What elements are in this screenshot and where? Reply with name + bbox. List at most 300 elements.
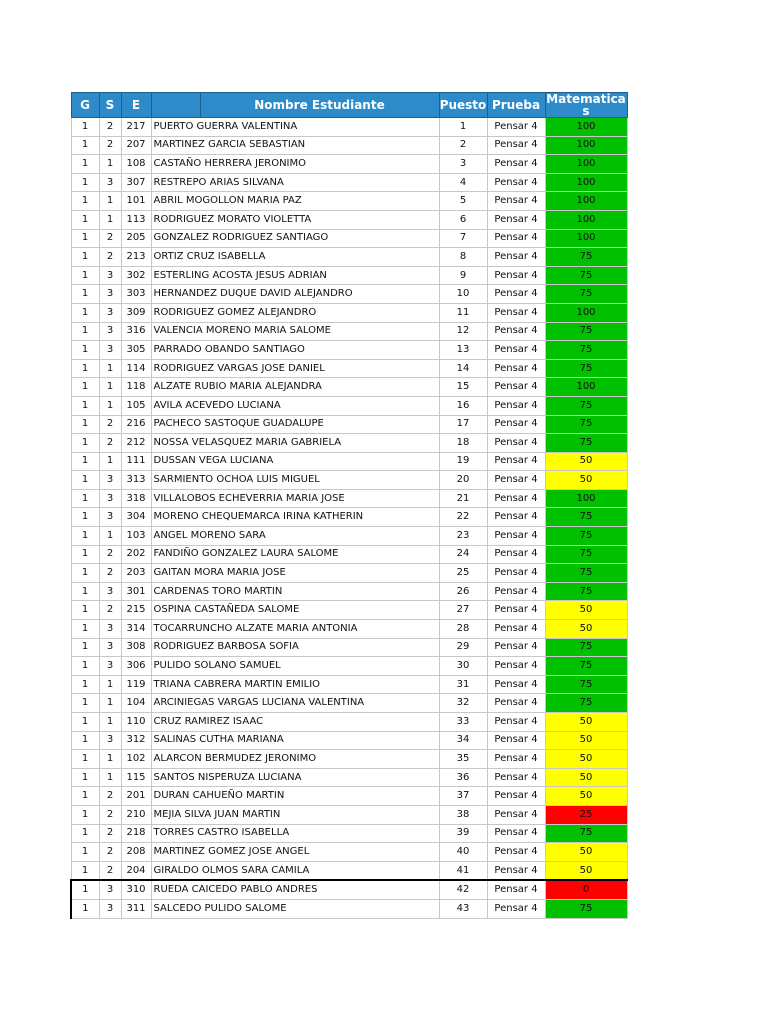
cell-rank[interactable]: 35 [439, 750, 487, 769]
cell-student-name[interactable]: PARRADO OBANDO SANTIAGO [151, 341, 439, 360]
cell-test[interactable]: Pensar 4 [487, 471, 545, 490]
cell-grade[interactable]: 1 [71, 378, 99, 397]
cell-math-score[interactable]: 100 [545, 303, 627, 322]
cell-section[interactable]: 1 [99, 768, 121, 787]
cell-test[interactable]: Pensar 4 [487, 341, 545, 360]
cell-section[interactable]: 3 [99, 471, 121, 490]
cell-code[interactable]: 204 [121, 861, 151, 880]
cell-grade[interactable]: 1 [71, 787, 99, 806]
cell-student-name[interactable]: RODRIGUEZ BARBOSA SOFIA [151, 638, 439, 657]
cell-student-name[interactable]: CASTAÑO HERRERA JERONIMO [151, 155, 439, 174]
cell-test[interactable]: Pensar 4 [487, 545, 545, 564]
cell-grade[interactable]: 1 [71, 341, 99, 360]
header-puesto[interactable]: Puesto [439, 93, 487, 118]
header-prueba[interactable]: Prueba [487, 93, 545, 118]
cell-rank[interactable]: 32 [439, 694, 487, 713]
cell-section[interactable]: 2 [99, 601, 121, 620]
cell-section[interactable]: 1 [99, 192, 121, 211]
cell-grade[interactable]: 1 [71, 359, 99, 378]
cell-code[interactable]: 202 [121, 545, 151, 564]
cell-math-score[interactable]: 100 [545, 155, 627, 174]
cell-math-score[interactable]: 0 [545, 880, 627, 899]
cell-grade[interactable]: 1 [71, 434, 99, 453]
cell-test[interactable]: Pensar 4 [487, 229, 545, 248]
cell-code[interactable]: 113 [121, 210, 151, 229]
cell-test[interactable]: Pensar 4 [487, 527, 545, 546]
cell-rank[interactable]: 14 [439, 359, 487, 378]
cell-math-score[interactable]: 100 [545, 173, 627, 192]
cell-grade[interactable]: 1 [71, 620, 99, 639]
cell-math-score[interactable]: 75 [545, 638, 627, 657]
cell-grade[interactable]: 1 [71, 843, 99, 862]
cell-code[interactable]: 310 [121, 880, 151, 899]
cell-section[interactable]: 2 [99, 415, 121, 434]
cell-grade[interactable]: 1 [71, 675, 99, 694]
cell-rank[interactable]: 33 [439, 713, 487, 732]
cell-rank[interactable]: 9 [439, 266, 487, 285]
cell-student-name[interactable]: VILLALOBOS ECHEVERRIA MARIA JOSE [151, 489, 439, 508]
cell-rank[interactable]: 41 [439, 861, 487, 880]
cell-section[interactable]: 3 [99, 582, 121, 601]
cell-rank[interactable]: 16 [439, 396, 487, 415]
cell-test[interactable]: Pensar 4 [487, 713, 545, 732]
cell-grade[interactable]: 1 [71, 731, 99, 750]
cell-code[interactable]: 210 [121, 805, 151, 824]
cell-rank[interactable]: 6 [439, 210, 487, 229]
cell-rank[interactable]: 1 [439, 118, 487, 137]
cell-code[interactable]: 308 [121, 638, 151, 657]
cell-code[interactable]: 115 [121, 768, 151, 787]
cell-math-score[interactable]: 50 [545, 768, 627, 787]
cell-student-name[interactable]: AVILA ACEVEDO LUCIANA [151, 396, 439, 415]
cell-rank[interactable]: 39 [439, 824, 487, 843]
cell-test[interactable]: Pensar 4 [487, 805, 545, 824]
cell-grade[interactable]: 1 [71, 638, 99, 657]
cell-test[interactable]: Pensar 4 [487, 118, 545, 137]
cell-code[interactable]: 119 [121, 675, 151, 694]
cell-test[interactable]: Pensar 4 [487, 582, 545, 601]
cell-test[interactable]: Pensar 4 [487, 824, 545, 843]
cell-test[interactable]: Pensar 4 [487, 787, 545, 806]
cell-math-score[interactable]: 100 [545, 118, 627, 137]
cell-test[interactable]: Pensar 4 [487, 694, 545, 713]
cell-code[interactable]: 218 [121, 824, 151, 843]
cell-math-score[interactable]: 75 [545, 322, 627, 341]
cell-grade[interactable]: 1 [71, 545, 99, 564]
cell-student-name[interactable]: RUEDA CAICEDO PABLO ANDRES [151, 880, 439, 899]
cell-math-score[interactable]: 75 [545, 899, 627, 918]
cell-grade[interactable]: 1 [71, 173, 99, 192]
cell-math-score[interactable]: 50 [545, 750, 627, 769]
cell-rank[interactable]: 20 [439, 471, 487, 490]
cell-math-score[interactable]: 100 [545, 136, 627, 155]
cell-student-name[interactable]: ORTIZ CRUZ ISABELLA [151, 248, 439, 267]
cell-code[interactable]: 303 [121, 285, 151, 304]
cell-test[interactable]: Pensar 4 [487, 378, 545, 397]
cell-student-name[interactable]: SANTOS NISPERUZA LUCIANA [151, 768, 439, 787]
cell-test[interactable]: Pensar 4 [487, 359, 545, 378]
cell-code[interactable]: 307 [121, 173, 151, 192]
cell-math-score[interactable]: 75 [545, 824, 627, 843]
cell-student-name[interactable]: RODRIGUEZ GOMEZ ALEJANDRO [151, 303, 439, 322]
cell-math-score[interactable]: 75 [545, 545, 627, 564]
header-matematicas[interactable]: Matematicas [546, 92, 626, 118]
cell-code[interactable]: 105 [121, 396, 151, 415]
cell-code[interactable]: 207 [121, 136, 151, 155]
cell-section[interactable]: 3 [99, 731, 121, 750]
cell-test[interactable]: Pensar 4 [487, 489, 545, 508]
cell-section[interactable]: 1 [99, 452, 121, 471]
cell-math-score[interactable]: 75 [545, 582, 627, 601]
cell-math-score[interactable]: 75 [545, 341, 627, 360]
cell-grade[interactable]: 1 [71, 861, 99, 880]
cell-math-score[interactable]: 50 [545, 471, 627, 490]
cell-test[interactable]: Pensar 4 [487, 601, 545, 620]
cell-grade[interactable]: 1 [71, 508, 99, 527]
cell-student-name[interactable]: FANDIÑO GONZALEZ LAURA SALOME [151, 545, 439, 564]
cell-math-score[interactable]: 75 [545, 657, 627, 676]
cell-rank[interactable]: 34 [439, 731, 487, 750]
cell-student-name[interactable]: TRIANA CABRERA MARTIN EMILIO [151, 675, 439, 694]
cell-rank[interactable]: 43 [439, 899, 487, 918]
cell-test[interactable]: Pensar 4 [487, 768, 545, 787]
cell-student-name[interactable]: DUSSAN VEGA LUCIANA [151, 452, 439, 471]
cell-math-score[interactable]: 50 [545, 452, 627, 471]
cell-grade[interactable]: 1 [71, 285, 99, 304]
cell-section[interactable]: 2 [99, 118, 121, 137]
cell-section[interactable]: 3 [99, 880, 121, 899]
header-name-cell[interactable] [151, 93, 439, 118]
cell-math-score[interactable]: 50 [545, 861, 627, 880]
cell-code[interactable]: 316 [121, 322, 151, 341]
cell-student-name[interactable]: RESTREPO ARIAS SILVANA [151, 173, 439, 192]
cell-student-name[interactable]: VALENCIA MORENO MARIA SALOME [151, 322, 439, 341]
cell-section[interactable]: 3 [99, 173, 121, 192]
cell-rank[interactable]: 12 [439, 322, 487, 341]
cell-section[interactable]: 3 [99, 285, 121, 304]
cell-rank[interactable]: 19 [439, 452, 487, 471]
cell-test[interactable]: Pensar 4 [487, 322, 545, 341]
cell-test[interactable]: Pensar 4 [487, 173, 545, 192]
cell-student-name[interactable]: RODRIGUEZ MORATO VIOLETTA [151, 210, 439, 229]
cell-code[interactable]: 108 [121, 155, 151, 174]
cell-code[interactable]: 111 [121, 452, 151, 471]
cell-grade[interactable]: 1 [71, 248, 99, 267]
cell-student-name[interactable]: MARTINEZ GARCIA SEBASTIAN [151, 136, 439, 155]
cell-student-name[interactable]: PULIDO SOLANO SAMUEL [151, 657, 439, 676]
cell-grade[interactable]: 1 [71, 415, 99, 434]
cell-code[interactable]: 201 [121, 787, 151, 806]
cell-section[interactable]: 3 [99, 489, 121, 508]
cell-section[interactable]: 2 [99, 545, 121, 564]
cell-code[interactable]: 302 [121, 266, 151, 285]
cell-test[interactable]: Pensar 4 [487, 248, 545, 267]
cell-code[interactable]: 215 [121, 601, 151, 620]
cell-test[interactable]: Pensar 4 [487, 303, 545, 322]
cell-rank[interactable]: 27 [439, 601, 487, 620]
cell-grade[interactable]: 1 [71, 694, 99, 713]
cell-rank[interactable]: 21 [439, 489, 487, 508]
cell-student-name[interactable]: TORRES CASTRO ISABELLA [151, 824, 439, 843]
cell-rank[interactable]: 36 [439, 768, 487, 787]
cell-section[interactable]: 1 [99, 750, 121, 769]
cell-code[interactable]: 114 [121, 359, 151, 378]
cell-grade[interactable]: 1 [71, 527, 99, 546]
cell-rank[interactable]: 13 [439, 341, 487, 360]
cell-rank[interactable]: 22 [439, 508, 487, 527]
cell-rank[interactable]: 42 [439, 880, 487, 899]
cell-grade[interactable]: 1 [71, 713, 99, 732]
cell-code[interactable]: 103 [121, 527, 151, 546]
cell-test[interactable]: Pensar 4 [487, 415, 545, 434]
cell-section[interactable]: 2 [99, 787, 121, 806]
cell-student-name[interactable]: ALZATE RUBIO MARIA ALEJANDRA [151, 378, 439, 397]
cell-grade[interactable]: 1 [71, 601, 99, 620]
cell-math-score[interactable]: 100 [545, 489, 627, 508]
header-s[interactable]: S [99, 93, 121, 118]
cell-rank[interactable]: 18 [439, 434, 487, 453]
cell-student-name[interactable]: ALARCON BERMUDEZ JERONIMO [151, 750, 439, 769]
cell-math-score[interactable]: 75 [545, 266, 627, 285]
cell-code[interactable]: 305 [121, 341, 151, 360]
cell-math-score[interactable]: 75 [545, 675, 627, 694]
cell-math-score[interactable]: 75 [545, 415, 627, 434]
cell-section[interactable]: 1 [99, 396, 121, 415]
cell-section[interactable]: 3 [99, 266, 121, 285]
cell-grade[interactable]: 1 [71, 489, 99, 508]
cell-grade[interactable]: 1 [71, 136, 99, 155]
cell-grade[interactable]: 1 [71, 192, 99, 211]
cell-code[interactable]: 101 [121, 192, 151, 211]
cell-code[interactable]: 216 [121, 415, 151, 434]
cell-section[interactable]: 2 [99, 248, 121, 267]
cell-rank[interactable]: 5 [439, 192, 487, 211]
cell-code[interactable]: 208 [121, 843, 151, 862]
cell-test[interactable]: Pensar 4 [487, 155, 545, 174]
cell-grade[interactable]: 1 [71, 824, 99, 843]
cell-grade[interactable]: 1 [71, 229, 99, 248]
cell-rank[interactable]: 24 [439, 545, 487, 564]
cell-student-name[interactable]: NOSSA VELASQUEZ MARIA GABRIELA [151, 434, 439, 453]
cell-section[interactable]: 1 [99, 378, 121, 397]
cell-math-score[interactable]: 25 [545, 805, 627, 824]
cell-section[interactable]: 1 [99, 527, 121, 546]
cell-section[interactable]: 1 [99, 155, 121, 174]
cell-section[interactable]: 1 [99, 694, 121, 713]
cell-student-name[interactable]: PACHECO SASTOQUE GUADALUPE [151, 415, 439, 434]
cell-grade[interactable]: 1 [71, 303, 99, 322]
cell-student-name[interactable]: MEJIA SILVA JUAN MARTIN [151, 805, 439, 824]
cell-code[interactable]: 314 [121, 620, 151, 639]
cell-math-score[interactable]: 50 [545, 843, 627, 862]
cell-section[interactable]: 1 [99, 713, 121, 732]
cell-test[interactable]: Pensar 4 [487, 899, 545, 918]
cell-rank[interactable]: 4 [439, 173, 487, 192]
cell-grade[interactable]: 1 [71, 471, 99, 490]
cell-rank[interactable]: 29 [439, 638, 487, 657]
cell-math-score[interactable]: 75 [545, 508, 627, 527]
cell-code[interactable]: 309 [121, 303, 151, 322]
cell-code[interactable]: 318 [121, 489, 151, 508]
cell-code[interactable]: 104 [121, 694, 151, 713]
cell-section[interactable]: 2 [99, 229, 121, 248]
cell-math-score[interactable]: 50 [545, 620, 627, 639]
cell-student-name[interactable]: RODRIGUEZ VARGAS JOSE DANIEL [151, 359, 439, 378]
cell-rank[interactable]: 23 [439, 527, 487, 546]
cell-rank[interactable]: 26 [439, 582, 487, 601]
cell-code[interactable]: 203 [121, 564, 151, 583]
cell-grade[interactable]: 1 [71, 899, 99, 918]
cell-section[interactable]: 2 [99, 843, 121, 862]
cell-code[interactable]: 306 [121, 657, 151, 676]
header-e[interactable]: E [121, 93, 151, 118]
cell-student-name[interactable]: GONZALEZ RODRIGUEZ SANTIAGO [151, 229, 439, 248]
header-g[interactable]: G [71, 93, 99, 118]
cell-code[interactable]: 312 [121, 731, 151, 750]
cell-code[interactable]: 213 [121, 248, 151, 267]
cell-student-name[interactable]: GAITAN MORA MARIA JOSE [151, 564, 439, 583]
cell-section[interactable]: 1 [99, 210, 121, 229]
cell-grade[interactable]: 1 [71, 564, 99, 583]
cell-section[interactable]: 3 [99, 341, 121, 360]
cell-math-score[interactable]: 50 [545, 731, 627, 750]
cell-grade[interactable]: 1 [71, 750, 99, 769]
cell-rank[interactable]: 10 [439, 285, 487, 304]
cell-student-name[interactable]: SALCEDO PULIDO SALOME [151, 899, 439, 918]
cell-section[interactable]: 1 [99, 359, 121, 378]
cell-math-score[interactable]: 75 [545, 248, 627, 267]
cell-test[interactable]: Pensar 4 [487, 285, 545, 304]
cell-rank[interactable]: 7 [439, 229, 487, 248]
cell-student-name[interactable]: OSPINA CASTAÑEDA SALOME [151, 601, 439, 620]
cell-grade[interactable]: 1 [71, 266, 99, 285]
cell-student-name[interactable]: SARMIENTO OCHOA LUIS MIGUEL [151, 471, 439, 490]
cell-code[interactable]: 217 [121, 118, 151, 137]
cell-section[interactable]: 3 [99, 899, 121, 918]
cell-test[interactable]: Pensar 4 [487, 750, 545, 769]
cell-grade[interactable]: 1 [71, 768, 99, 787]
cell-test[interactable]: Pensar 4 [487, 508, 545, 527]
cell-test[interactable]: Pensar 4 [487, 675, 545, 694]
cell-student-name[interactable]: HERNANDEZ DUQUE DAVID ALEJANDRO [151, 285, 439, 304]
cell-test[interactable]: Pensar 4 [487, 638, 545, 657]
cell-test[interactable]: Pensar 4 [487, 657, 545, 676]
cell-student-name[interactable]: MARTINEZ GOMEZ JOSE ANGEL [151, 843, 439, 862]
cell-code[interactable]: 102 [121, 750, 151, 769]
cell-rank[interactable]: 17 [439, 415, 487, 434]
cell-code[interactable]: 205 [121, 229, 151, 248]
cell-section[interactable]: 2 [99, 434, 121, 453]
cell-math-score[interactable]: 100 [545, 378, 627, 397]
cell-section[interactable]: 3 [99, 657, 121, 676]
cell-code[interactable]: 118 [121, 378, 151, 397]
cell-rank[interactable]: 37 [439, 787, 487, 806]
cell-math-score[interactable]: 100 [545, 210, 627, 229]
cell-section[interactable]: 3 [99, 620, 121, 639]
cell-section[interactable]: 2 [99, 136, 121, 155]
cell-grade[interactable]: 1 [71, 396, 99, 415]
cell-test[interactable]: Pensar 4 [487, 266, 545, 285]
cell-section[interactable]: 3 [99, 303, 121, 322]
cell-section[interactable]: 2 [99, 564, 121, 583]
cell-test[interactable]: Pensar 4 [487, 861, 545, 880]
cell-code[interactable]: 301 [121, 582, 151, 601]
cell-math-score[interactable]: 50 [545, 713, 627, 732]
cell-rank[interactable]: 8 [439, 248, 487, 267]
cell-section[interactable]: 2 [99, 824, 121, 843]
cell-code[interactable]: 212 [121, 434, 151, 453]
cell-grade[interactable]: 1 [71, 155, 99, 174]
cell-math-score[interactable]: 75 [545, 434, 627, 453]
cell-section[interactable]: 1 [99, 675, 121, 694]
cell-student-name[interactable]: ESTERLING ACOSTA JESUS ADRIAN [151, 266, 439, 285]
cell-student-name[interactable]: TOCARRUNCHO ALZATE MARIA ANTONIA [151, 620, 439, 639]
cell-section[interactable]: 2 [99, 805, 121, 824]
cell-section[interactable]: 3 [99, 508, 121, 527]
cell-student-name[interactable]: ABRIL MOGOLLON MARIA PAZ [151, 192, 439, 211]
cell-test[interactable]: Pensar 4 [487, 210, 545, 229]
cell-code[interactable]: 110 [121, 713, 151, 732]
cell-math-score[interactable]: 100 [545, 229, 627, 248]
cell-student-name[interactable]: GIRALDO OLMOS SARA CAMILA [151, 861, 439, 880]
cell-grade[interactable]: 1 [71, 452, 99, 471]
cell-student-name[interactable]: ARCINIEGAS VARGAS LUCIANA VALENTINA [151, 694, 439, 713]
cell-student-name[interactable]: SALINAS CUTHA MARIANA [151, 731, 439, 750]
cell-rank[interactable]: 15 [439, 378, 487, 397]
cell-math-score[interactable]: 75 [545, 564, 627, 583]
cell-student-name[interactable]: ANGEL MORENO SARA [151, 527, 439, 546]
cell-test[interactable]: Pensar 4 [487, 620, 545, 639]
cell-test[interactable]: Pensar 4 [487, 452, 545, 471]
cell-math-score[interactable]: 50 [545, 601, 627, 620]
cell-rank[interactable]: 3 [439, 155, 487, 174]
cell-math-score[interactable]: 75 [545, 396, 627, 415]
cell-rank[interactable]: 28 [439, 620, 487, 639]
cell-code[interactable]: 311 [121, 899, 151, 918]
cell-section[interactable]: 2 [99, 861, 121, 880]
cell-section[interactable]: 3 [99, 638, 121, 657]
cell-math-score[interactable]: 50 [545, 787, 627, 806]
cell-grade[interactable]: 1 [71, 657, 99, 676]
cell-student-name[interactable]: CRUZ RAMIREZ ISAAC [151, 713, 439, 732]
cell-student-name[interactable]: PUERTO GUERRA VALENTINA [151, 118, 439, 137]
cell-rank[interactable]: 40 [439, 843, 487, 862]
cell-grade[interactable]: 1 [71, 880, 99, 899]
cell-rank[interactable]: 2 [439, 136, 487, 155]
cell-math-score[interactable]: 100 [545, 192, 627, 211]
cell-rank[interactable]: 11 [439, 303, 487, 322]
cell-student-name[interactable]: CARDENAS TORO MARTIN [151, 582, 439, 601]
cell-rank[interactable]: 31 [439, 675, 487, 694]
cell-math-score[interactable]: 75 [545, 285, 627, 304]
cell-grade[interactable]: 1 [71, 582, 99, 601]
cell-grade[interactable]: 1 [71, 805, 99, 824]
cell-math-score[interactable]: 75 [545, 359, 627, 378]
cell-student-name[interactable]: DURAN CAHUEÑO MARTIN [151, 787, 439, 806]
cell-test[interactable]: Pensar 4 [487, 880, 545, 899]
cell-student-name[interactable]: MORENO CHEQUEMARCA IRINA KATHERIN [151, 508, 439, 527]
cell-test[interactable]: Pensar 4 [487, 843, 545, 862]
cell-math-score[interactable]: 75 [545, 527, 627, 546]
cell-rank[interactable]: 25 [439, 564, 487, 583]
cell-math-score[interactable]: 75 [545, 694, 627, 713]
cell-grade[interactable]: 1 [71, 210, 99, 229]
cell-grade[interactable]: 1 [71, 322, 99, 341]
cell-test[interactable]: Pensar 4 [487, 564, 545, 583]
cell-rank[interactable]: 38 [439, 805, 487, 824]
cell-grade[interactable]: 1 [71, 118, 99, 137]
cell-test[interactable]: Pensar 4 [487, 396, 545, 415]
